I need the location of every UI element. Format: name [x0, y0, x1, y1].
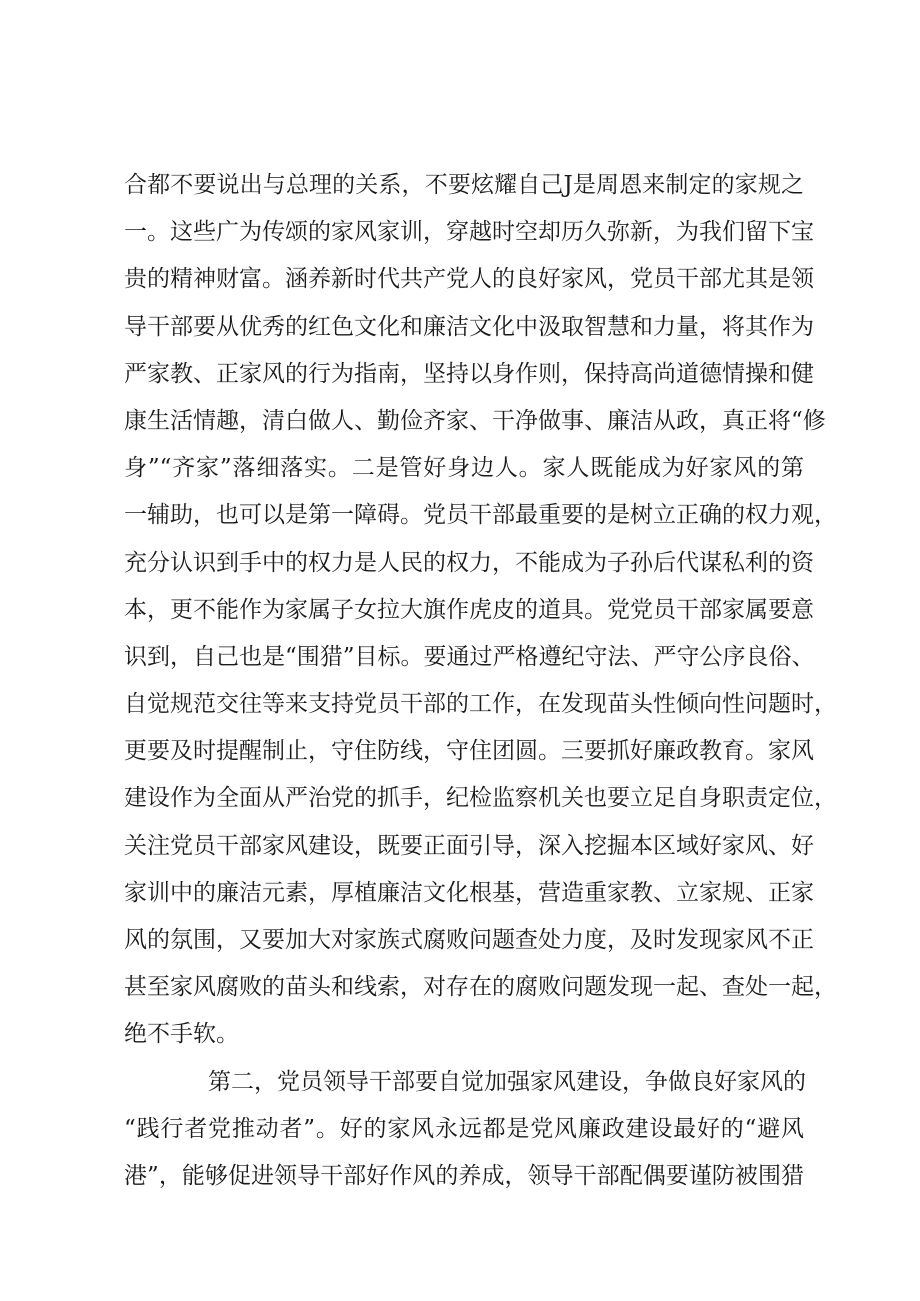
paragraph-line: 合都不要说出与总理的关系，不要炫耀自己J是周恩来制定的家规之	[124, 172, 804, 198]
paragraph-line: 更要及时提醒制止，守住防线，守住团圆。三要抓好廉政教育。家风	[124, 738, 814, 765]
paragraph-line: 康生活情趣，清白做人、勤俭齐家、干净做事、廉洁从政，真正将“修	[124, 407, 826, 434]
paragraph-line: 建设作为全面从严治党的抓手，纪检监察机关也要立足自身职责定位，	[124, 785, 837, 812]
paragraph-line: 识到，自己也是“围猎”目标。要通过严格遵纪守法、严守公序良俗、	[124, 643, 815, 670]
paragraph-line: 贵的精神财富。涵养新时代共产党人的良好家风，党员干部尤其是领	[124, 266, 814, 293]
paragraph-line: 一辅助，也可以是第一障碍。党员干部最重要的是树立正确的权力观，	[124, 502, 837, 529]
paragraph-line: 严家教、正家风的行为指南，坚持以身作则，保持高尚道德情操和健	[124, 360, 814, 387]
paragraph-line: 风的氛围，又要加大对家族式腐败问题查处力度，及时发现家风不正	[124, 927, 814, 953]
paragraph-line: 甚至家风腐败的苗头和线索，对存在的腐败问题发现一起、查处一起，	[124, 974, 837, 1001]
paragraph-line: 港”，能够促进领导干部好作风的养成，领导干部配偶要谨防被围猎	[124, 1162, 804, 1189]
paragraph-line: 身”“齐家”落细落实。二是管好身边人。家人既能成为好家风的第	[124, 455, 804, 482]
paragraph-line: 绝不手软。	[124, 1021, 239, 1048]
paragraph-line: 关注党员干部家风建设，既要正面引导，深入挖掘本区域好家风、好	[124, 832, 814, 859]
document-body	[124, 162, 837, 1200]
paragraph-2	[124, 1059, 804, 1201]
paragraph-line: 一。这些广为传颂的家风家训，穿越时空却历久弥新，为我们留下宝	[124, 219, 814, 246]
paragraph-line: 导干部要从优秀的红色文化和廉洁文化中汲取智慧和力量，将其作为	[124, 313, 814, 340]
paragraph-line: 第二，党员领导干部要自觉加强家风建设，争做良好家风的	[208, 1068, 806, 1095]
paragraph-line: 充分认识到手中的权力是人民的权力，不能成为子孙后代谋私利的资	[124, 549, 814, 576]
paragraph-line: 自觉规范交往等来支持党员干部的工作，在发现苗头性倾向性问题时，	[124, 691, 837, 718]
paragraph-1	[124, 162, 837, 1059]
paragraph-line: 本，更不能作为家属子女拉大旗作虎皮的道具。党党员干部家属要意	[124, 596, 814, 623]
paragraph-line: 家训中的廉洁元素，厚植廉洁文化根基，营造重家教、立家规、正家	[124, 879, 814, 906]
paragraph-line: “践行者党推动者”。好的家风永远都是党风廉政建设最好的“避风	[124, 1115, 804, 1142]
